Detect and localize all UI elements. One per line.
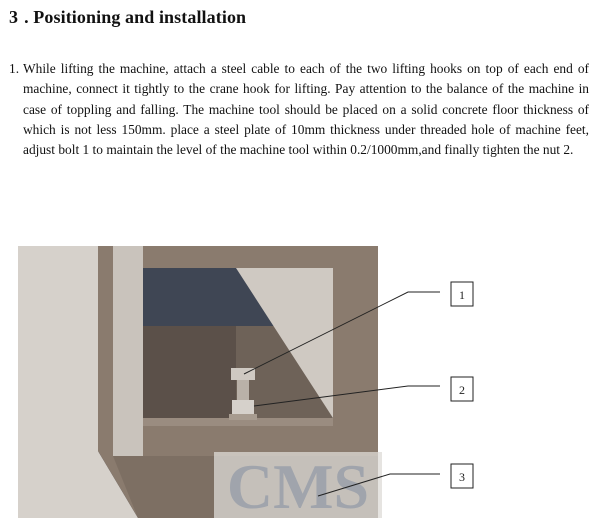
- callout-label-1: 1: [459, 288, 465, 302]
- cavity-floor-shade: [143, 326, 236, 418]
- section-title: . Positioning and installation: [24, 7, 247, 27]
- instruction-item: [9, 59, 589, 160]
- section-heading: [9, 7, 246, 28]
- machine-foot-illustration: [18, 246, 592, 518]
- installation-figure: [18, 246, 592, 518]
- watermark-text: CMS: [226, 451, 370, 518]
- callout-label-2: 2: [459, 383, 465, 397]
- callout-label-3: 3: [459, 470, 465, 484]
- section-number: 3: [9, 7, 19, 27]
- frame-inner-light: [113, 246, 143, 476]
- list-marker: 1.: [9, 61, 20, 76]
- bolt-shank: [237, 380, 249, 400]
- adjust-nut: [232, 400, 254, 414]
- nut-base: [229, 414, 257, 420]
- instruction-text: While lifting the machine, attach a steel cable to each of the two lifting hooks on top of each end of machine, connect it tightly to the crane hook for lifting. Pay attention to the balance of the machine in case of toppling and falling. The machine tool should be placed on a solid concrete floor thickness of which is not less 150mm. place a steel plate of 10mm thickness under threaded hole of machine feet, adjust bolt 1 to maintain the level of the machine tool within 0.2/1000mm,and finally tighten the nut 2.: [23, 61, 589, 158]
